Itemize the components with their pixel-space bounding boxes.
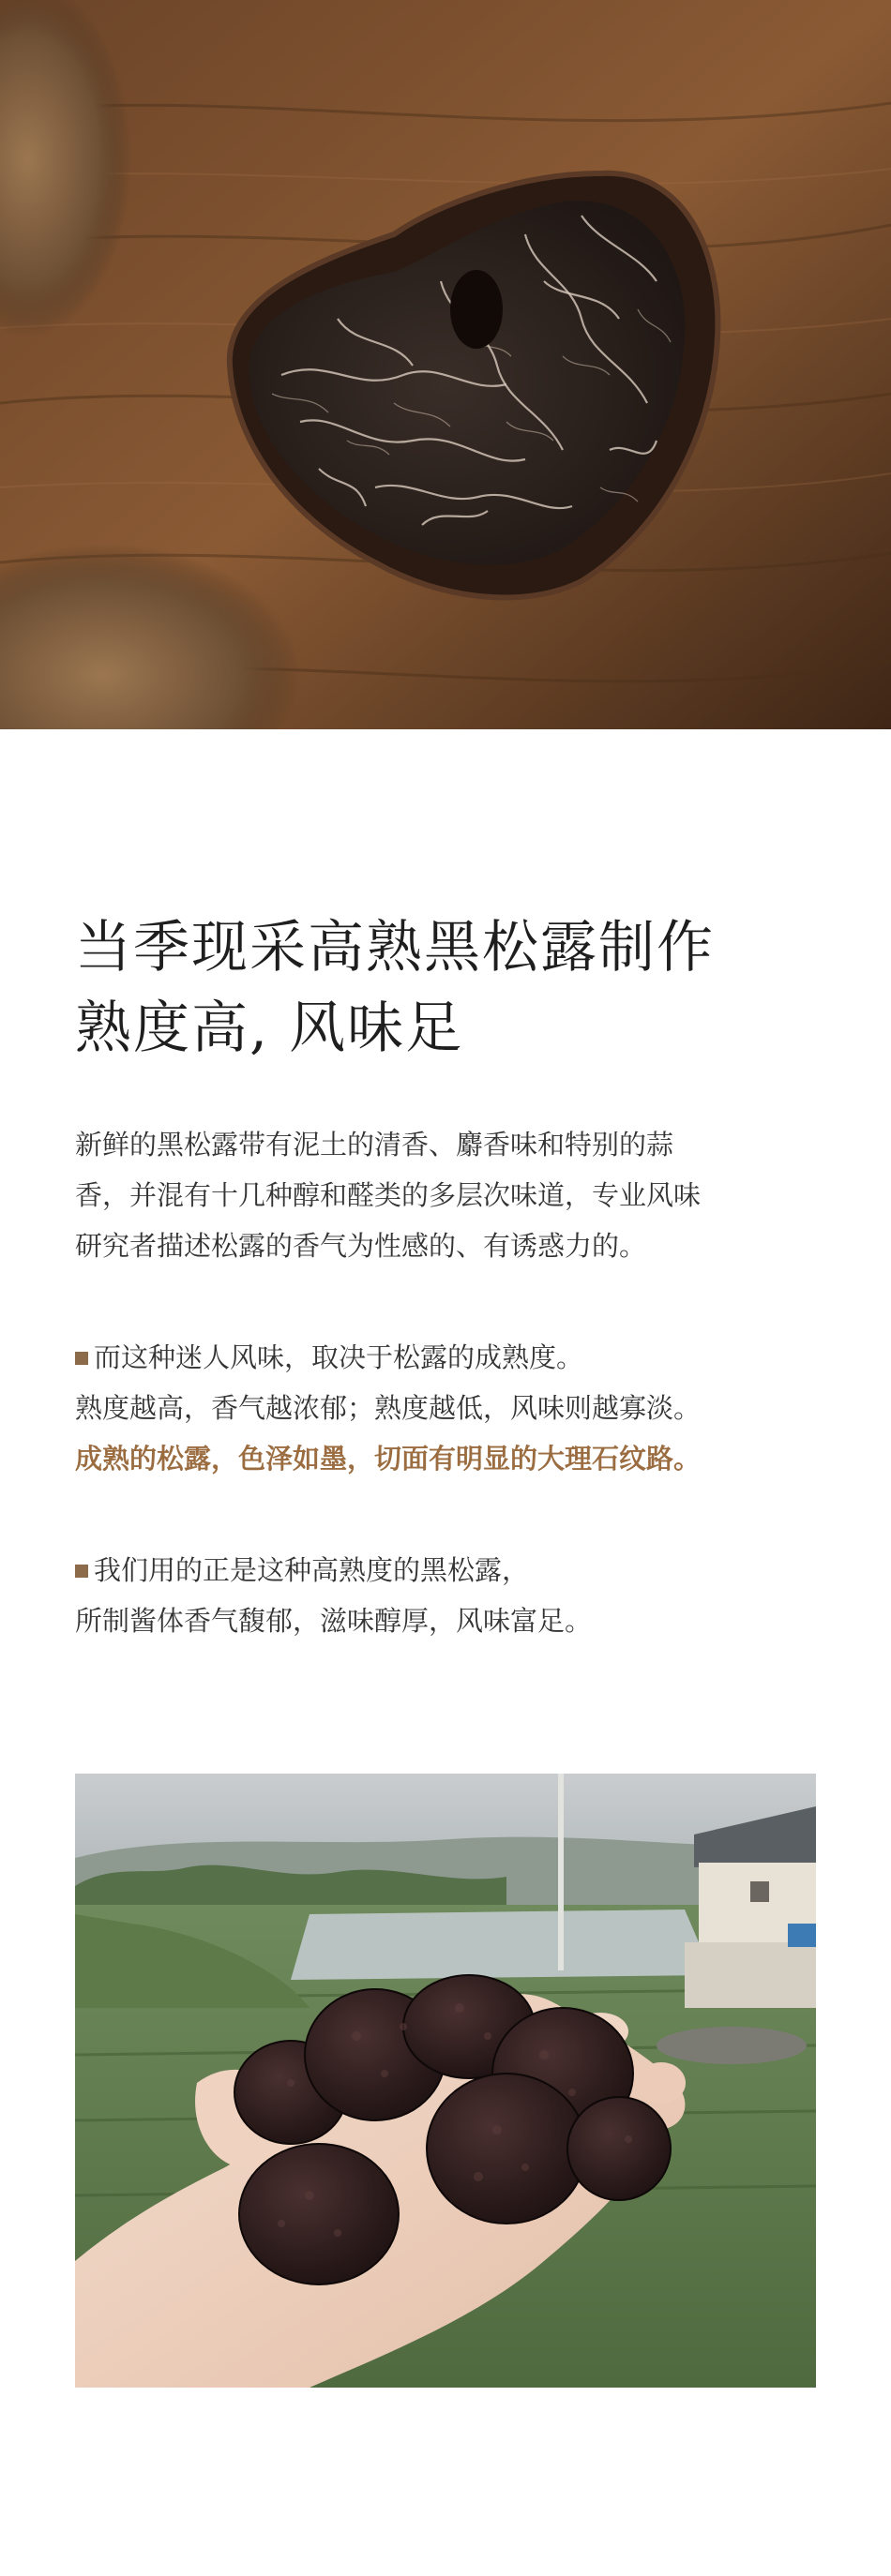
hand-holding-truffles-photo: [75, 1774, 816, 2388]
paragraph-line: 研究者描述松露的香气为性感的、有诱惑力的。: [75, 1230, 647, 1262]
paragraph-line: 熟度越高，香气越浓郁；熟度越低，风味则越寡淡。: [75, 1392, 702, 1424]
hand-truffles-illustration: [75, 1774, 816, 2388]
hero-truffle-illustration: [0, 0, 891, 729]
highlight-line: 成熟的松露，色泽如墨，切面有明显的大理石纹路。: [75, 1443, 702, 1475]
intro-paragraph: [75, 1119, 825, 1271]
paragraph-line: [75, 1332, 825, 1383]
product-paragraph: [75, 1545, 825, 1646]
page-title: [75, 907, 844, 1069]
paragraph-line: 新鲜的黑松露带有泥土的清香、麝香味和特别的蒜: [75, 1129, 674, 1161]
square-bullet-icon: [75, 1352, 88, 1365]
title-line-2: 熟度高, 风味足: [75, 996, 464, 1061]
square-bullet-icon: [75, 1565, 88, 1578]
hero-truffle-photo: [0, 0, 891, 729]
title-line-1: 当季现采高熟黑松露制作: [75, 915, 715, 981]
paragraph-line: 香，并混有十几种醇和醛类的多层次味道，专业风味: [75, 1179, 702, 1211]
ripeness-paragraph: [75, 1332, 825, 1484]
paragraph-line: [75, 1545, 825, 1595]
paragraph-line-text: 而这种迷人风味，取决于松露的成熟度。: [94, 1341, 584, 1373]
paragraph-line: 所制酱体香气馥郁，滋味醇厚，风味富足。: [75, 1605, 593, 1637]
paragraph-line-text: 我们用的正是这种高熟度的黑松露，: [94, 1554, 530, 1586]
